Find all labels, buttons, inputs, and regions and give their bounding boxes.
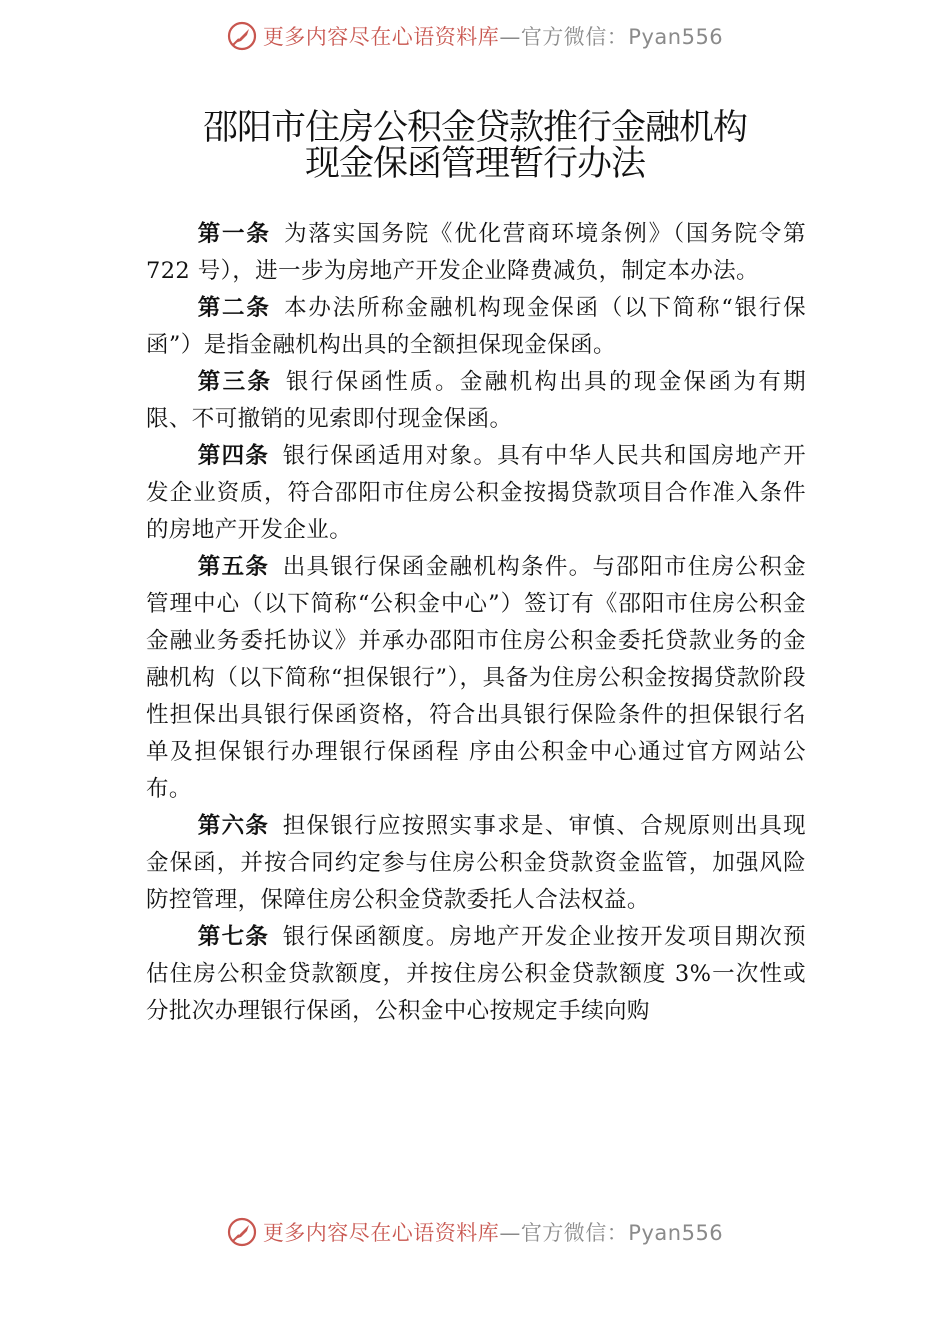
article-4 xyxy=(146,438,806,549)
quill-logo-icon xyxy=(227,1217,257,1247)
article-1 xyxy=(146,216,806,290)
title-line-2: 现金保函管理暂行办法 xyxy=(304,144,645,184)
article-5 xyxy=(146,549,806,808)
article-text: 出具银行保函金融机构条件。与邵阳市住房公积金管理中心（以下简称“公积金中心”）签订有《邵阳市住房公积金金融业务委托协议》并承办邵阳市住房公积金委托贷款业务的金融机构（以下简称“担保银行”），具备为住房公积金按揭贷款阶段性担保出具银行保函资格，符合出具银行保险条件的担保银行名单及担保银行办理银行保函程 序由公积金中心通过官方网站公布。 xyxy=(146,554,806,802)
article-6 xyxy=(146,808,806,919)
article-text: 担保银行应按照实事求是、审慎、合规原则出具现金保函，并按合同约定参与住房公积金贷款资金监管，加强风险防控管理，保障住房公积金贷款委托人合法权益。 xyxy=(146,813,806,913)
article-text: 银行保函适用对象。具有中华人民共和国房地产开发企业资质，符合邵阳市住房公积金按揭贷款项目合作准入条件的房地产开发企业。 xyxy=(146,443,806,543)
banner-main-text: 更多内容尽在心语资料库 xyxy=(262,1221,500,1245)
banner-main-text: 更多内容尽在心语资料库 xyxy=(262,25,500,49)
banner-separator: — xyxy=(499,1221,521,1245)
article-7 xyxy=(146,919,806,1030)
article-text: 为落实国务院《优化营商环境条例》（国务院令第 722 号），进一步为房地产开发企业降费减负，制定本办法。 xyxy=(146,221,806,284)
article-label: 第七条 xyxy=(197,924,270,950)
article-label: 第四条 xyxy=(197,443,270,469)
article-label: 第六条 xyxy=(197,813,270,839)
article-3 xyxy=(146,364,806,438)
banner-contact-text: 官方微信：Pyan556 xyxy=(520,25,724,49)
article-label: 第五条 xyxy=(197,554,270,580)
article-label: 第三条 xyxy=(197,369,273,395)
document-title xyxy=(0,110,950,182)
article-text: 银行保函性质。金融机构出具的现金保函为有期限、不可撤销的见索即付现金保函。 xyxy=(146,369,806,432)
title-line-1: 邵阳市住房公积金贷款推行金融机构 xyxy=(202,108,747,148)
header-banner xyxy=(0,16,950,56)
article-label: 第一条 xyxy=(197,221,271,247)
quill-logo-icon xyxy=(227,21,257,51)
banner-contact-text: 官方微信：Pyan556 xyxy=(520,1221,724,1245)
article-text: 本办法所称金融机构现金保函（以下简称“银行保函”）是指金融机构出具的全额担保现金保函。 xyxy=(146,295,806,358)
document-body xyxy=(146,216,806,1030)
banner-separator: — xyxy=(499,25,521,49)
article-text: 银行保函额度。房地产开发企业按开发项目期次预估住房公积金贷款额度，并按住房公积金贷款额度 3%一次性或分批次办理银行保函，公积金中心按规定手续向购 xyxy=(146,924,806,1024)
article-2 xyxy=(146,290,806,364)
footer-banner xyxy=(0,1212,950,1252)
article-label: 第二条 xyxy=(197,295,271,321)
